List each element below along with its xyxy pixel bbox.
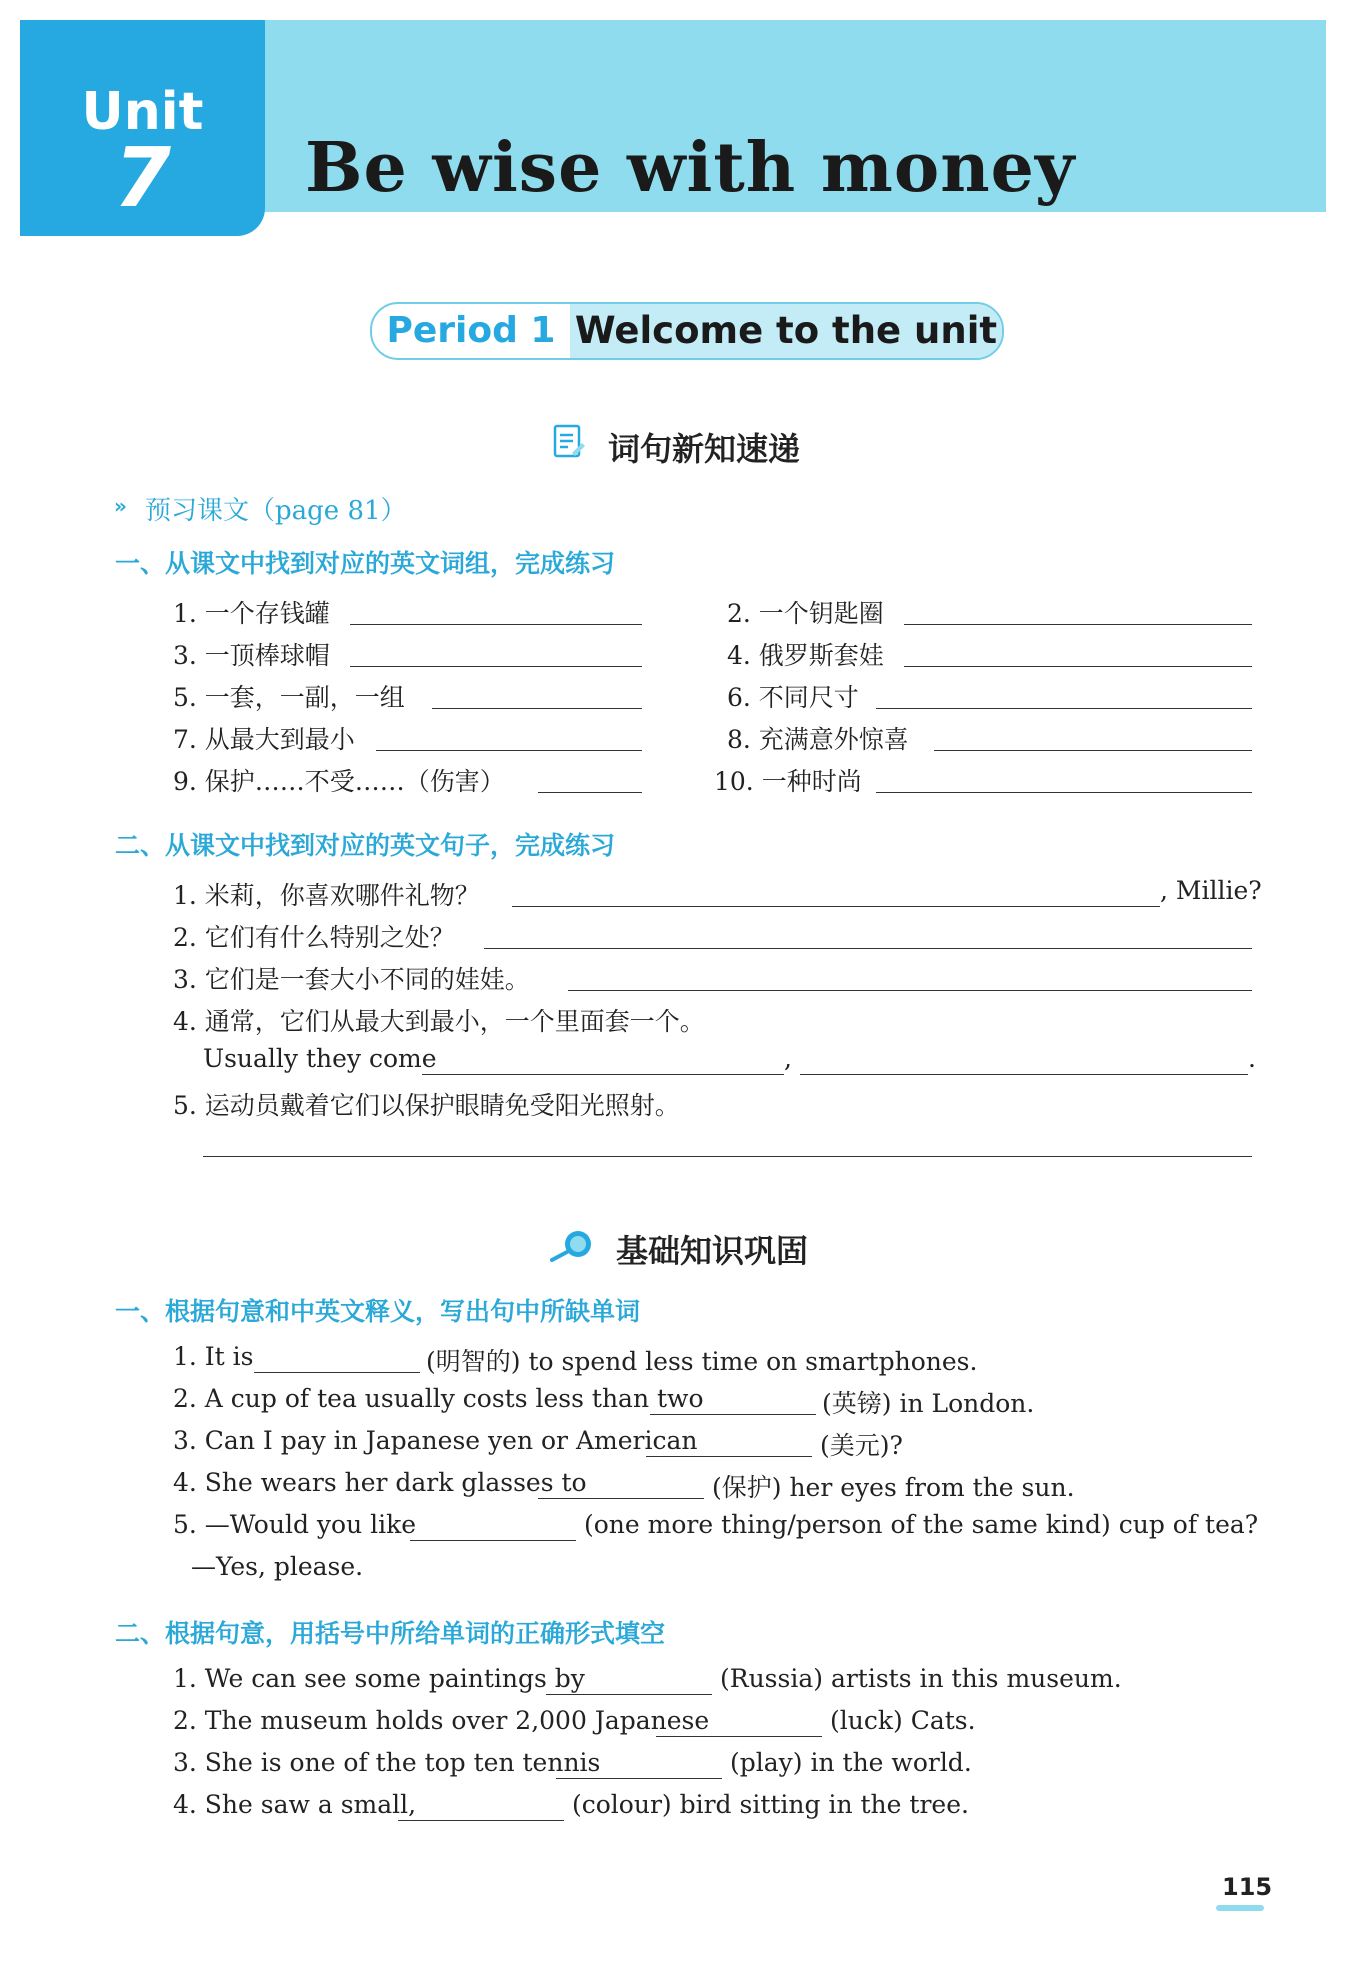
phrase-item: 5. 一套，一副，一组 [173, 683, 405, 712]
answer-blank[interactable] [422, 1074, 784, 1075]
answer-blank[interactable] [538, 1498, 704, 1499]
page-number: 115 [1222, 1873, 1273, 1901]
answer-blank[interactable] [556, 1778, 722, 1779]
question-end: (one more thing/person of the same kind) cup of tea? [584, 1510, 1259, 1539]
answer-blank[interactable] [904, 666, 1252, 667]
question-end: (play) in the world. [730, 1748, 972, 1777]
answer-blank[interactable] [646, 1456, 812, 1457]
answer-blank[interactable] [876, 792, 1252, 793]
question-start: 4. She wears her dark glasses to [173, 1468, 587, 1497]
unit-label: Unit [81, 82, 204, 142]
sentence-item: 1. 米莉，你喜欢哪件礼物？ [173, 881, 480, 910]
answer-blank[interactable] [484, 948, 1252, 949]
page-number-underline [1216, 1905, 1264, 1911]
answer-blank[interactable] [876, 708, 1252, 709]
question-start: 1. It is [173, 1342, 254, 1371]
answer-blank[interactable] [538, 792, 642, 793]
question-end: (Russia) artists in this museum. [720, 1664, 1122, 1693]
question-start: 2. The museum holds over 2,000 Japanese [173, 1706, 710, 1735]
question-start: 3. She is one of the top ten tennis [173, 1748, 601, 1777]
answer-blank[interactable] [410, 1540, 576, 1541]
question-end: (colour) bird sitting in the tree. [572, 1790, 969, 1819]
sentence-english-start: Usually they come [203, 1044, 437, 1073]
phrase-item: 8. 充满意外惊喜 [727, 725, 909, 754]
period-number: Period 1 [386, 310, 556, 351]
answer-blank[interactable] [800, 1074, 1248, 1075]
unit-title: Be wise with money [305, 128, 1076, 208]
question-start: 1. We can see some paintings by [173, 1664, 585, 1693]
phrase-item: 9. 保护……不受……（伤害） [173, 767, 505, 796]
sentence-item: 5. 运动员戴着它们以保护眼睛免受阳光照射。 [173, 1091, 680, 1120]
phrase-item: 7. 从最大到最小 [173, 725, 355, 754]
unit-number: 7 [113, 131, 172, 226]
double-chevron-icon: » [114, 494, 127, 518]
question-start: 3. Can I pay in Japanese yen or American [173, 1426, 698, 1455]
section-title-new-words: 词句新知速递 [608, 430, 801, 468]
unit-badge [20, 20, 265, 236]
phrase-item: 10. 一种时尚 [714, 767, 862, 796]
part1-heading: 一、从课文中找到对应的英文词组，完成练习 [115, 549, 616, 578]
period-mark: . [1248, 1044, 1256, 1073]
response-line: —Yes, please. [191, 1552, 364, 1581]
answer-blank[interactable] [254, 1372, 420, 1373]
answer-blank[interactable] [350, 624, 642, 625]
phrase-item: 6. 不同尺寸 [727, 683, 859, 712]
sentence-item: 2. 它们有什么特别之处？ [173, 923, 455, 952]
answer-blank[interactable] [650, 1414, 816, 1415]
period-banner [370, 302, 1004, 360]
part4-heading: 二、根据句意，用括号中所给单词的正确形式填空 [115, 1619, 666, 1648]
answer-blank[interactable] [656, 1736, 822, 1737]
question-end: (英镑) in London. [822, 1389, 1035, 1418]
question-end: (luck) Cats. [830, 1706, 976, 1735]
answer-blank[interactable] [398, 1820, 564, 1821]
question-start: 2. A cup of tea usually costs less than two [173, 1384, 704, 1413]
part2-heading: 二、从课文中找到对应的英文句子，完成练习 [115, 831, 616, 860]
question-start: 5. —Would you like [173, 1510, 417, 1539]
sentence-item: 4. 通常，它们从最大到最小，一个里面套一个。 [173, 1007, 705, 1036]
period-title: Welcome to the unit [570, 304, 1002, 358]
answer-blank[interactable] [203, 1156, 1252, 1157]
preview-label: 预习课文（page 81） [145, 496, 407, 526]
phrase-item: 4. 俄罗斯套娃 [727, 641, 884, 670]
answer-blank[interactable] [376, 750, 642, 751]
question-start: 4. She saw a small, [173, 1790, 417, 1819]
answer-blank[interactable] [904, 624, 1252, 625]
comma: , [784, 1044, 792, 1073]
answer-blank[interactable] [350, 666, 642, 667]
question-end: (美元)? [820, 1431, 903, 1460]
answer-blank[interactable] [432, 708, 642, 709]
answer-blank[interactable] [934, 750, 1252, 751]
question-end: (保护) her eyes from the sun. [712, 1473, 1075, 1502]
section-title-basics: 基础知识巩固 [616, 1232, 809, 1270]
notebook-icon [552, 423, 586, 465]
phrase-item: 2. 一个钥匙圈 [727, 599, 884, 628]
sentence-ending: , Millie? [1160, 876, 1262, 905]
phrase-item: 3. 一顶棒球帽 [173, 641, 330, 670]
answer-blank[interactable] [546, 1694, 712, 1695]
sentence-item: 3. 它们是一套大小不同的娃娃。 [173, 965, 530, 994]
magnifier-icon [548, 1226, 596, 1268]
answer-blank[interactable] [512, 906, 1160, 907]
question-end: (明智的) to spend less time on smartphones. [426, 1347, 978, 1376]
answer-blank[interactable] [568, 990, 1252, 991]
phrase-item: 1. 一个存钱罐 [173, 599, 330, 628]
part3-heading: 一、根据句意和中英文释义，写出句中所缺单词 [115, 1297, 641, 1326]
